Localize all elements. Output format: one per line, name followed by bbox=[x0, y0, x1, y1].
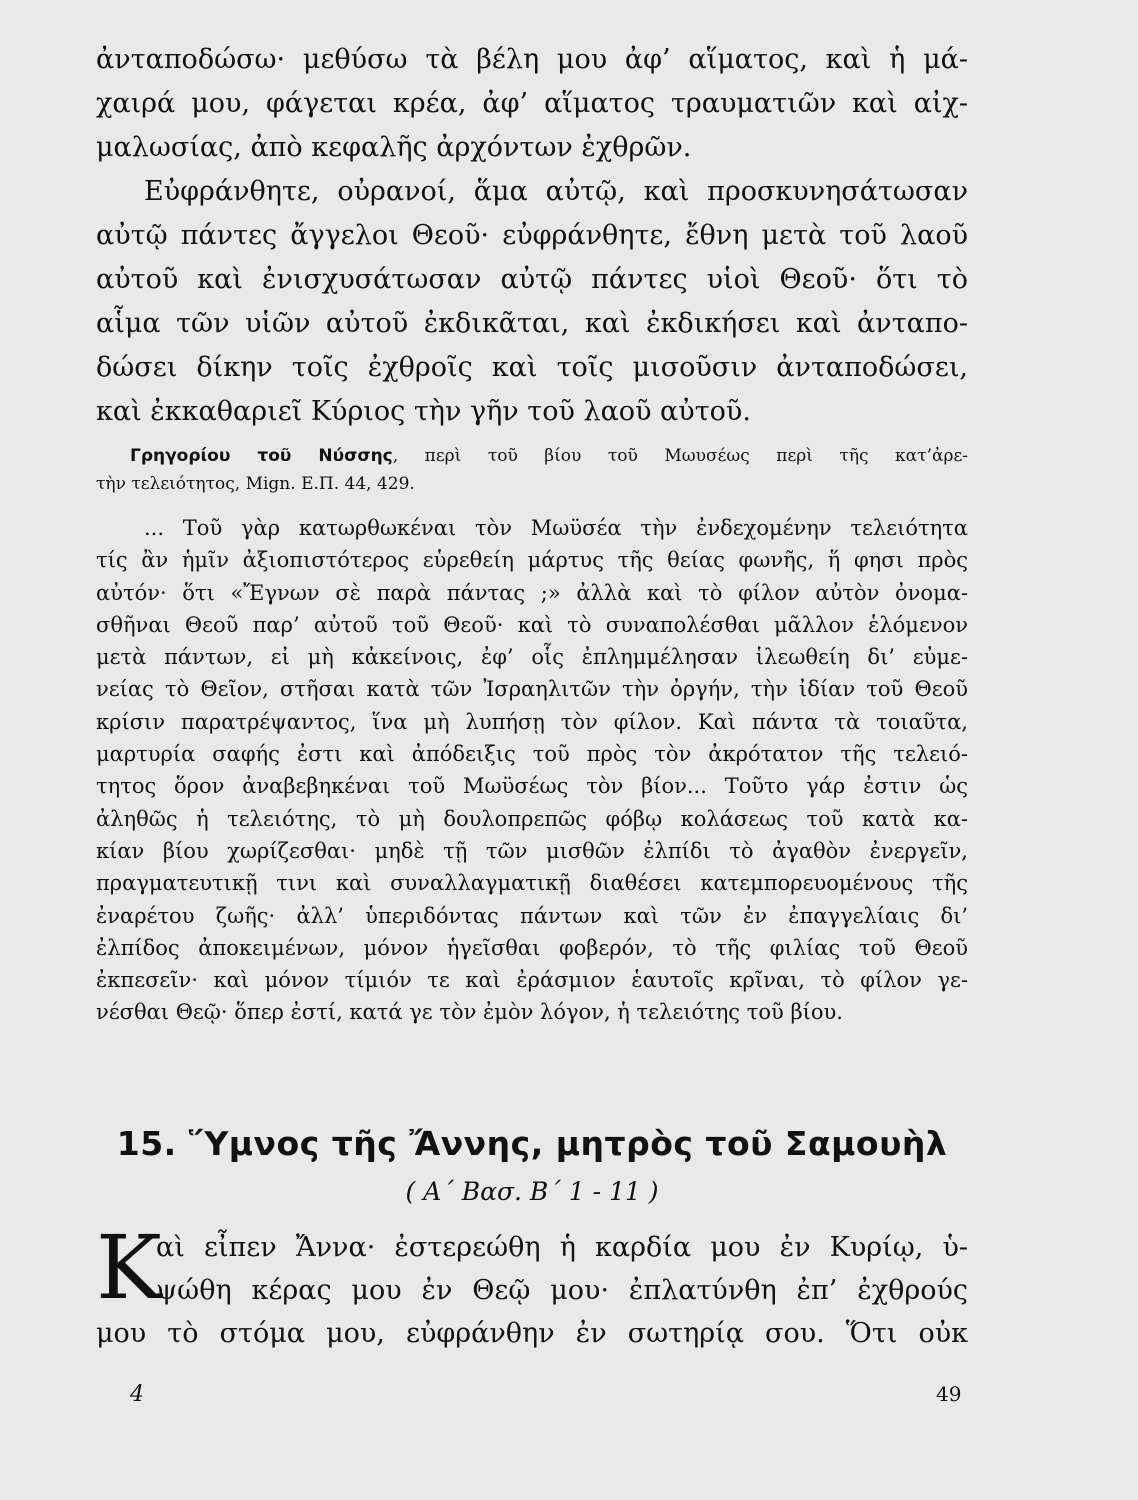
citation-author: Γρηγορίου τοῦ Νύσσης bbox=[130, 446, 393, 466]
text-line: νέσθαι Θεῷ· ὅπερ ἐστί, κατά γε τὸν ἐμὸν λόγον, ἡ τελειότης τοῦ βίου. bbox=[96, 1000, 843, 1025]
text-line: ἐκπεσεῖν· καὶ μόνον τίμιόν τε καὶ ἐράσμιον ἑαυτοῖς κρῖναι, τὸ φίλον γε- bbox=[96, 968, 968, 993]
text-line: τίς ἂν ἡμῖν ἀξιοπιστότερος εὑρεθείη μάρτυς τῆς θείας φωνῆς, ἥ φησι πρὸς bbox=[96, 548, 968, 573]
text-line: ... Τοῦ γὰρ κατωρθωκέναι τὸν Μωϋσέα τὴν ἐνδεχομένην τελειότητα bbox=[144, 516, 968, 540]
text-line: μαλωσίας, ἀπὸ κεφαλῆς ἀρχόντων ἐχθρῶν. bbox=[96, 132, 692, 163]
text-line: ἀληθῶς ἡ τελειότης, τὸ μὴ δουλοπρεπῶς φόβῳ κολάσεως τοῦ κατὰ κα- bbox=[96, 806, 968, 831]
source-citation bbox=[96, 442, 968, 498]
section-reference: ( Α΄ Βασ. Β΄ 1 - 11 ) bbox=[405, 1177, 659, 1206]
text-line: ψώθη κέρας μου ἐν Θεῷ μου· ἐπλατύνθη ἐπ’ ἐχθρούς bbox=[156, 1275, 968, 1306]
text-line: αὐτοῦ καὶ ἐνισχυσάτωσαν αὐτῷ πάντες υἱοὶ Θεοῦ· ὅτι τὸ bbox=[96, 264, 968, 295]
text-line: ἀνταποδώσω· μεθύσω τὰ βέλη μου ἀφ’ αἵματος, καὶ ἡ μά- bbox=[96, 44, 968, 75]
text-line: ἐλπίδος ἀποκειμένων, μόνον ἡγεῖσθαι φοβερόν, τὸ τῆς φιλίας τοῦ Θεοῦ bbox=[96, 935, 968, 960]
text-line: μου τὸ στόμα μου, εὐφράνθην ἐν σωτηρίᾳ σου. Ὅτι οὐκ bbox=[96, 1318, 968, 1349]
text-line: μαρτυρία σαφής ἐστι καὶ ἀπόδειξις τοῦ πρὸς τὸν ἀκρότατον τῆς τελειό- bbox=[96, 742, 968, 767]
text-line: αἷμα τῶν υἱῶν αὐτοῦ ἐκδικᾶται, καὶ ἐκδικήσει καὶ ἀνταπο- bbox=[96, 308, 968, 339]
text-line: κίαν βίου χωρίζεσθαι· μηδὲ τῇ τῶν μισθῶν ἐλπίδι τὸ ἀγαθὸν ἐνεργεῖν, bbox=[96, 838, 968, 863]
text-line: χαιρά μου, φάγεται κρέα, ἀφ’ αἵματος τραυματιῶν καὶ αἰχ- bbox=[96, 88, 968, 119]
text-line: ἐναρέτου ζωῆς· ἀλλ’ ὑπεριδόντας πάντων καὶ τῶν ἐν ἐπαγγελίαις δι’ bbox=[96, 903, 968, 928]
paragraph-1 bbox=[96, 38, 968, 434]
text-line: αὐτόν· ὅτι «Ἔγνων σὲ παρὰ πάντας ;» ἀλλὰ καὶ τὸ φίλον αὐτὸν ὀνομα- bbox=[96, 580, 968, 605]
text-line: μετὰ πάντων, εἰ μὴ κἀκείνοις, ἐφ’ οἷς ἐπλημμέλησαν ἱλεωθείη δι’ εὐμε- bbox=[96, 645, 968, 670]
citation-title: , περὶ τοῦ βίου τοῦ Μωυσέως περὶ τῆς κατ’ἀρε- bbox=[392, 446, 968, 466]
paragraph-3 bbox=[96, 1216, 968, 1355]
text-line: Εὐφράνθητε, οὐρανοί, ἅμα αὐτῷ, καὶ προσκυνησάτωσαν bbox=[144, 176, 968, 207]
text-line: αὐτῷ πάντες ἄγγελοι Θεοῦ· εὐφράνθητε, ἔθνη μετὰ τοῦ λαοῦ bbox=[96, 220, 968, 251]
drop-cap: Κ bbox=[96, 1216, 162, 1319]
page-number: 49 bbox=[936, 1382, 962, 1406]
text-line: δώσει δίκην τοῖς ἐχθροῖς καὶ τοῖς μισοῦσιν ἀνταποδώσει, bbox=[96, 352, 968, 383]
quoted-passage bbox=[96, 512, 968, 1029]
text-line: σθῆναι Θεοῦ παρ’ αὐτοῦ τοῦ Θεοῦ· καὶ τὸ συναπολέσθαι μᾶλλον ἑλόμενον bbox=[96, 612, 968, 637]
text-line: αὶ εἶπεν Ἄννα· ἐστερεώθη ἡ καρδία μου ἐν Κυρίῳ, ὑ- bbox=[156, 1232, 968, 1263]
text-line: πραγματευτικῇ τινι καὶ συναλλαγματικῇ διαθέσει κατεμπορευομένους τῆς bbox=[96, 871, 968, 896]
text-line: νείας τὸ Θεῖον, στῆσαι κατὰ τῶν Ἰσραηλιτῶν τὴν ὀργήν, τὴν ἰδίαν τοῦ Θεοῦ bbox=[96, 677, 968, 702]
text-line: τητος ὅρον ἀναβεβηκέναι τοῦ Μωϋσέως τὸν βίον... Τοῦτο γάρ ἐστιν ὡς bbox=[96, 774, 968, 799]
signature-mark: 4 bbox=[130, 1382, 144, 1407]
section-heading: 15. Ὕμνος τῆς Ἄννης, μητρὸς τοῦ Σαμουὴλ bbox=[116, 1124, 948, 1163]
citation-line: τὴν τελειότητος, Mign. Ε.Π. 44, 429. bbox=[96, 474, 415, 494]
text-line: κρίσιν παρατρέψαντος, ἵνα μὴ λυπήσῃ τὸν φίλον. Καὶ πάντα τὰ τοιαῦτα, bbox=[96, 709, 968, 734]
citation-line bbox=[130, 442, 968, 470]
text-line: καὶ ἐκκαθαριεῖ Κύριος τὴν γῆν τοῦ λαοῦ αὐτοῦ. bbox=[96, 396, 751, 427]
